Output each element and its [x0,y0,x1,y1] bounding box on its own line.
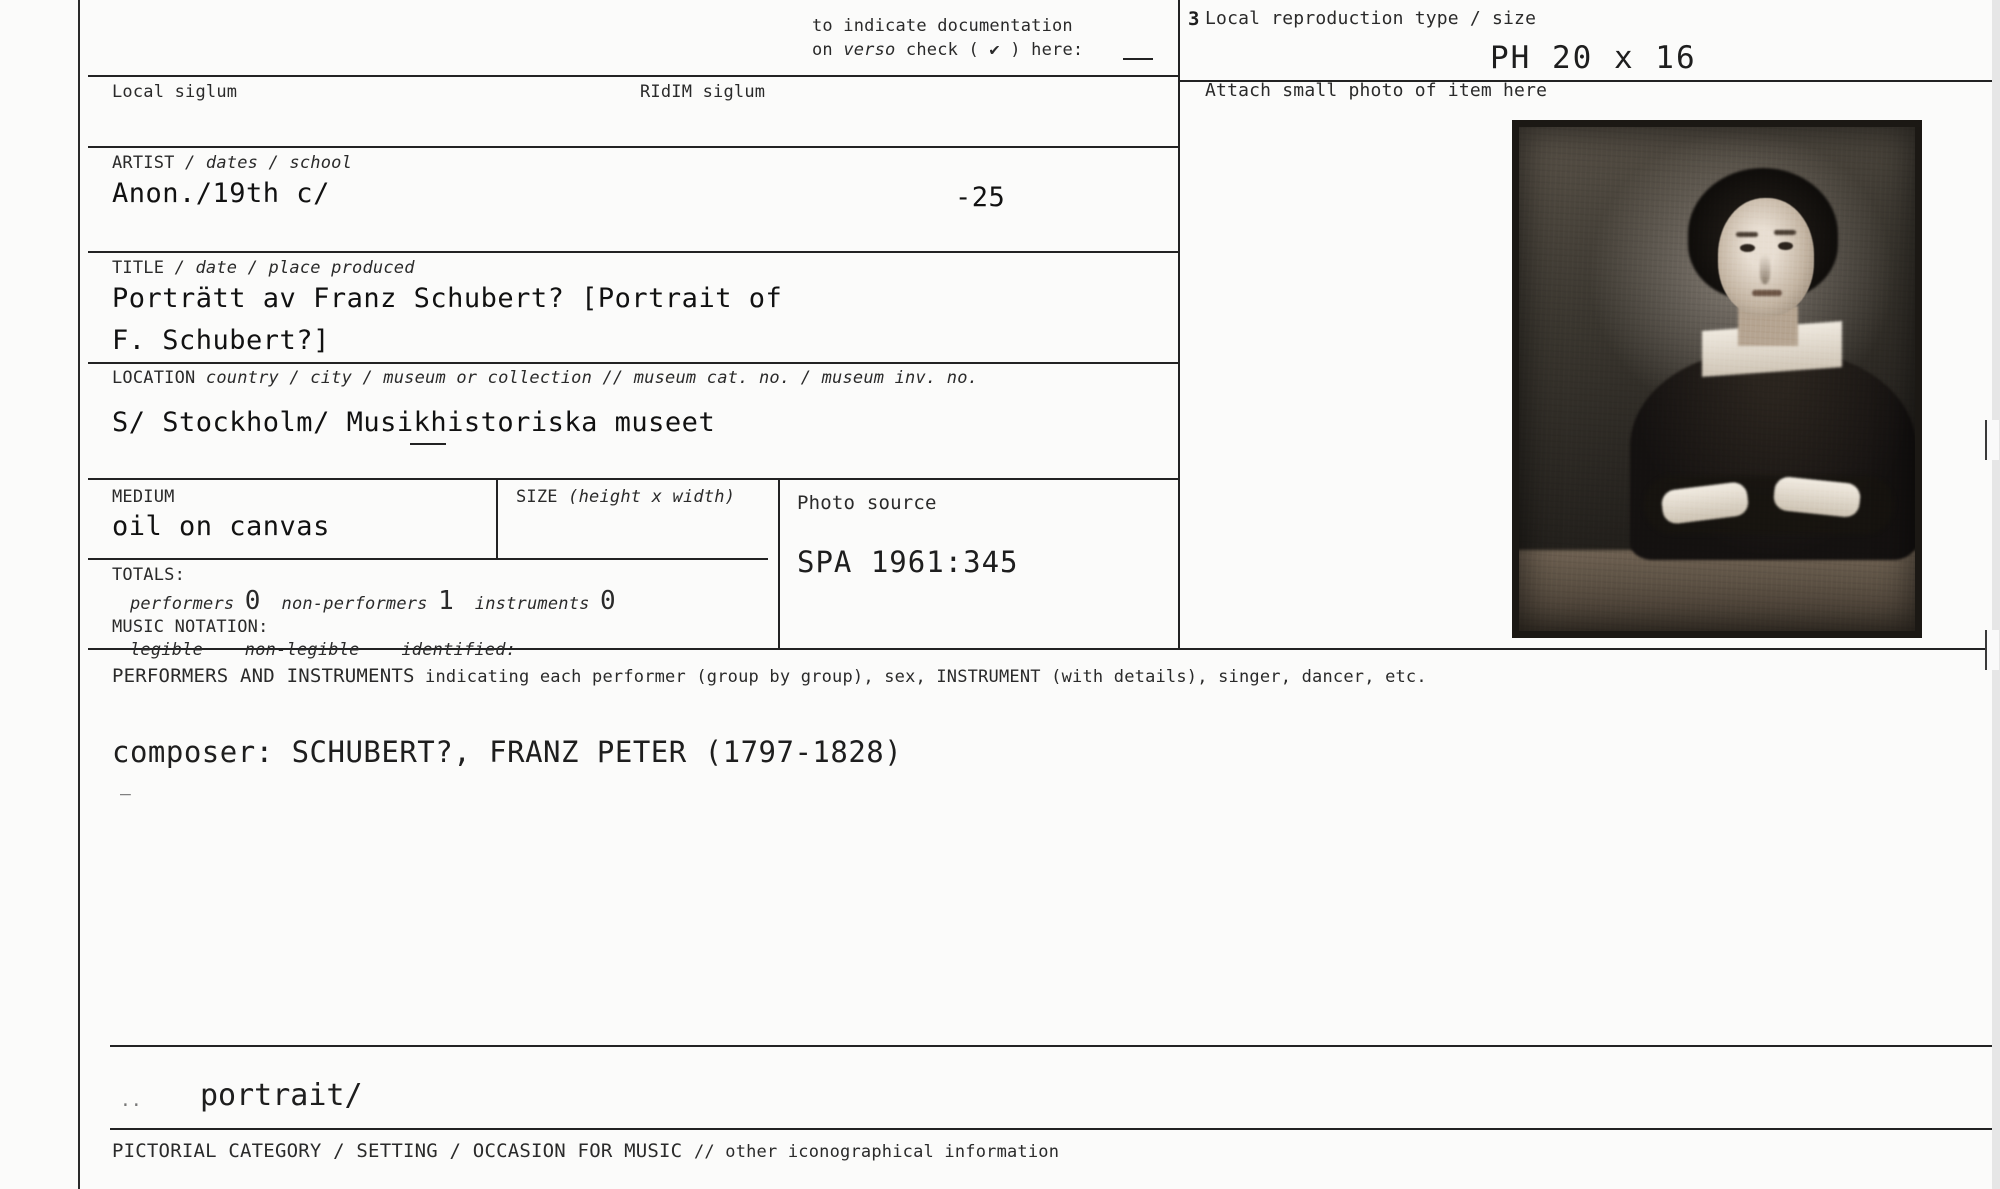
verso-instruction [812,14,1142,62]
ridim-siglum-label: RIdIM siglum [640,82,766,102]
music-notation-options [130,640,516,660]
scan-notch-top [1985,420,1999,460]
category-mark: .. [120,1090,142,1111]
size-label-caps: SIZE [516,487,558,507]
rule-siglum [88,75,1178,77]
attach-photo-note: Attach small photo of item here [1205,80,1548,101]
rule-bottom-label [110,1128,2000,1130]
scan-notch-bottom [1985,630,1999,670]
music-notation-nonlegible[interactable]: non-legible [244,640,360,660]
pictorial-category-label [112,1140,1059,1162]
verso-line-1: to indicate documentation [812,16,1073,36]
size-label [516,487,735,507]
verso-line-2b: verso [843,40,896,60]
composer-underline-mark: _ [120,775,131,796]
verso-line-2c: check ( ✔ ) here: [895,40,1084,60]
music-notation-identified[interactable]: identified: [401,640,517,660]
music-notation-legible[interactable]: legible [130,640,204,660]
artist-label-rest: / dates / school [174,153,353,173]
totals-label: TOTALS: [112,565,186,585]
medium-value: oil on canvas [112,511,330,542]
title-value-line2: F. Schubert?] [112,325,330,356]
divider-size-photosource [778,478,780,648]
performers-label-caps: PERFORMERS AND INSTRUMENTS [112,665,415,687]
totals-performers-label: performers [130,594,235,614]
bottom-label-caps: PICTORIAL CATEGORY / SETTING / OCCASION FOR MUSIC [112,1140,694,1162]
pictorial-category-value: portrait/ [200,1078,363,1113]
title-value-line1: Porträtt av Franz Schubert? [Portrait of [112,283,783,314]
rule-medium-top [88,478,1178,480]
verso-check-blank[interactable] [1123,58,1153,60]
rule-totals-top [88,558,768,560]
rule-title-top [88,251,1178,253]
verso-line-2a: on [812,40,844,60]
totals-line [130,586,616,616]
music-notation-label: MUSIC NOTATION: [112,617,269,637]
location-label [112,368,978,388]
scan-edge [1992,0,2000,1189]
divider-medium-size [496,478,498,558]
rule-artist-top [88,146,1178,148]
title-label [112,258,415,278]
artist-value: Anon./19th c/ [112,178,330,209]
totals-instruments-value: 0 [600,586,616,616]
title-label-caps: TITLE [112,258,165,278]
photo-source-value: SPA 1961:345 [797,545,1019,579]
local-siglum-label: Local siglum [112,82,238,102]
photo-vignette [1512,120,1922,638]
artist-label [112,153,352,173]
location-value: S/ Stockholm/ Musikhistoriska museet [112,407,716,438]
medium-label: MEDIUM [112,487,175,507]
location-label-caps: LOCATION [112,368,196,388]
location-label-rest: country / city / museum or collection // museum cat. no. / museum inv. no. [195,368,979,388]
composer-value: composer: SCHUBERT?, FRANZ PETER (1797-1828) [112,735,903,769]
local-reproduction-value: PH 20 x 16 [1490,40,1697,76]
size-label-rest: (height x width) [557,487,736,507]
artist-label-caps: ARTIST [112,153,175,173]
local-reproduction-label: Local reproduction type / size [1205,8,1537,29]
bottom-label-rest: // other iconographical information [693,1142,1060,1162]
performers-label [112,665,1427,687]
totals-instruments-label: instruments [474,594,590,614]
totals-nonperformers-value: 1 [438,586,454,616]
item-photograph [1512,120,1922,638]
rule-category-top [110,1045,2000,1047]
title-label-rest: / date / place produced [164,258,415,278]
totals-performers-value: 0 [244,586,261,616]
local-reproduction-number: 3 [1188,8,1200,30]
totals-nonperformers-label: non-performers [281,594,428,614]
performers-label-rest: indicating each performer (group by group), sex, INSTRUMENT (with details), singer, dancer, etc. [414,667,1427,687]
location-underline [410,443,446,445]
card-left-border [78,0,80,1189]
artist-number: -25 [955,182,1006,213]
divider-vertical-photo [1178,0,1180,648]
photograph-image [1512,120,1922,638]
photo-source-label: Photo source [797,492,937,514]
rule-location-top [88,362,1178,364]
